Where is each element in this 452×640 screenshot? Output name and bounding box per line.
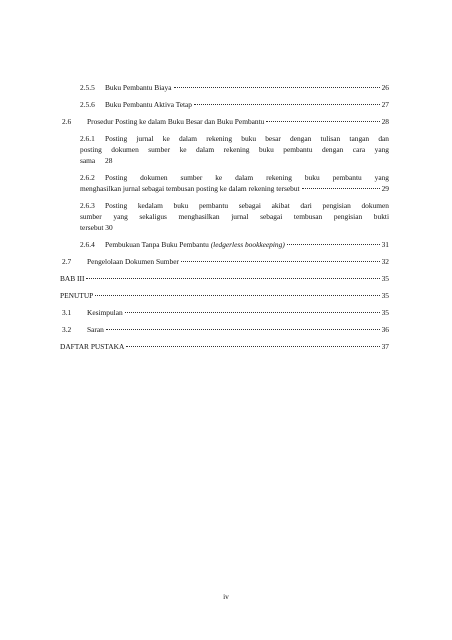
toc-entry-title: sumber yang sekaligus menghasilkan jurnal sebagai tembusan pengisian bukti [80, 212, 389, 221]
toc-entry-2-6-1[interactable] [60, 133, 389, 166]
toc-entry-2-6[interactable] [60, 116, 389, 127]
toc-entry-title: BAB III [60, 274, 85, 283]
toc-entry-title-italic: (ledgerless bookkeeping) [210, 240, 285, 249]
toc-entry-title: Pengelolaan Dokumen Sumber [87, 257, 179, 266]
toc-entry-number: 2.6 [62, 117, 72, 126]
toc-entry-line [80, 222, 389, 233]
toc-entry-number: 2.5.5 [80, 83, 95, 92]
toc-entry-title: Pembukuan Tanpa Buku Pembantu [105, 240, 209, 249]
toc-entry-2-5-5[interactable] [60, 82, 389, 93]
toc-entry-number: 2.6.3 [80, 201, 95, 210]
dot-leader [86, 278, 379, 279]
toc-entry-title: Posting dokumen sumber ke dalam rekening buku pembantu yang [105, 173, 389, 182]
toc-entry-number: 3.1 [62, 308, 72, 317]
toc-entry-bab-iii[interactable] [60, 273, 389, 284]
dot-leader [181, 261, 380, 262]
toc-entry-title: menghasilkan jurnal sebagai tembusan posting ke dalam rekening tersebut [80, 184, 300, 193]
toc-entry-title: Saran [87, 325, 104, 334]
toc-entry-page: 37 [381, 342, 389, 351]
dot-leader [106, 329, 380, 330]
toc-entry-page: 36 [381, 325, 389, 334]
toc-entry-daftar-pustaka[interactable] [60, 341, 389, 352]
toc-entry-2-7[interactable] [60, 256, 389, 267]
toc-entry-title: PENUTUP [60, 291, 94, 300]
toc-entry-2-6-4[interactable] [60, 239, 389, 250]
toc-entry-title: Posting jurnal ke dalam rekening buku besar dengan tulisan tangan dan [105, 134, 389, 143]
toc-entry-line [80, 144, 389, 155]
toc-entry-line [80, 183, 389, 194]
toc-entry-page: 35 [381, 291, 389, 300]
toc-entry-number: 2.6.2 [80, 173, 95, 182]
toc-entry-title: Kesimpulan [87, 308, 123, 317]
toc-entry-3-1[interactable] [60, 307, 389, 318]
toc-entry-title: posting dokumen sumber ke dalam rekening buku pembantu dengan cara yang [80, 145, 389, 154]
toc-entry-2-6-3[interactable] [60, 200, 389, 233]
toc-entry-number: 2.6.4 [80, 240, 95, 249]
toc-entry-title: Prosedur Posting ke dalam Buku Besar dan Buku Pembantu [87, 117, 265, 126]
toc-entry-2-6-2[interactable] [60, 172, 389, 194]
toc-entry-page: 30 [105, 223, 113, 232]
toc-entry-title: Buku Pembantu Biaya [105, 83, 172, 92]
dot-leader [194, 104, 380, 105]
toc-entry-page: 26 [381, 83, 389, 92]
dot-leader [95, 295, 379, 296]
toc-entry-title: DAFTAR PUSTAKA [60, 342, 125, 351]
toc-entry-page: 35 [381, 308, 389, 317]
toc-entry-line [80, 200, 389, 211]
toc-entry-page: 28 [381, 117, 389, 126]
dot-leader [174, 87, 380, 88]
toc-entry-page: 29 [381, 184, 389, 193]
toc-entry-page: 27 [381, 100, 389, 109]
toc-entry-number: 2.6.1 [80, 134, 95, 143]
toc-entry-title: Posting kedalam buku pembantu sebagai akibat dari pengisian dokumen [105, 201, 389, 210]
toc-entry-line [80, 172, 389, 183]
toc-entry-number: 2.7 [62, 257, 72, 266]
toc-entry-2-5-6[interactable] [60, 99, 389, 110]
toc-entry-number: 3.2 [62, 325, 72, 334]
dot-leader [302, 188, 380, 189]
toc-entry-line [80, 211, 389, 222]
toc-entry-penutup[interactable] [60, 290, 389, 301]
toc-entry-line [80, 133, 389, 144]
toc-entry-page: 32 [381, 257, 389, 266]
toc-entry-title: tersebut [80, 223, 104, 232]
toc-entry-title: sama [80, 156, 96, 165]
toc-entry-page: 35 [381, 274, 389, 283]
dot-leader [126, 346, 379, 347]
toc-entry-number: 2.5.6 [80, 100, 95, 109]
dot-leader [266, 121, 379, 122]
page-number: iv [223, 592, 229, 601]
toc-entry-page: 28 [105, 156, 113, 165]
dot-leader [287, 244, 380, 245]
dot-leader [125, 312, 380, 313]
toc-entry-title: Buku Pembantu Aktiva Tetap [105, 100, 192, 109]
toc-entry-page: 31 [381, 240, 389, 249]
toc-entry-line [80, 155, 389, 166]
table-of-contents [60, 82, 389, 358]
toc-entry-3-2[interactable] [60, 324, 389, 335]
